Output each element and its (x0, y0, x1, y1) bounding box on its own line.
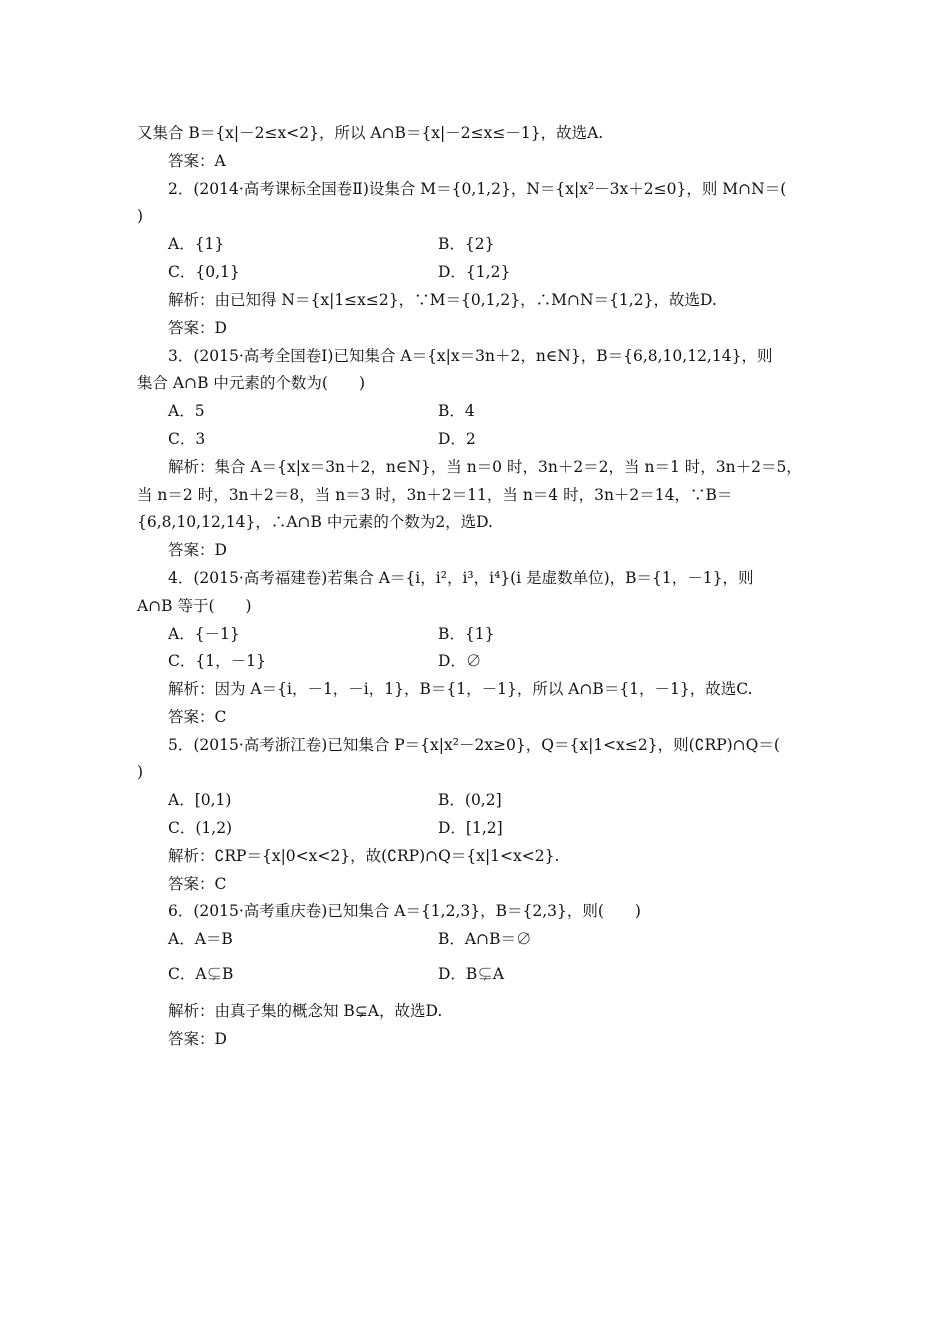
question-5: 5．(2015·高考浙江卷)已知集合 P＝{x|x²－2x≥0}，Q＝{x|1<x≤2}，则(∁RP)∩Q＝( (168, 736, 780, 754)
option-b: B．4 (438, 402, 475, 420)
analysis-line: 解析：因为 A＝{i，－1，－i，1}，B＝{1，－1}，所以 A∩B＝{1，－1}，故选C. (168, 680, 753, 698)
option-a: A．{－1} (168, 625, 240, 643)
analysis-line: 解析：由已知得 N＝{x|1≤x≤2}，∵M＝{0,1,2}，∴M∩N＝{1,2}，故选D. (168, 291, 717, 309)
question-3: 3．(2015·高考全国卷Ⅰ)已知集合 A＝{x|x＝3n＋2，n∈N}，B＝{6,8,10,12,14}，则 (168, 347, 773, 365)
option-b: B．{2} (438, 235, 495, 253)
option-c: C．A⊊B (168, 965, 234, 983)
text-line: {6,8,10,12,14}，∴A∩B 中元素的个数为2，选D. (137, 513, 493, 531)
text-line: 当 n＝2 时，3n＋2＝8，当 n＝3 时，3n＋2＝11，当 n＝4 时，3n＋2＝14，∵B＝ (137, 486, 733, 504)
option-c: C．3 (168, 430, 206, 448)
answer-line: 答案：C (168, 875, 227, 893)
analysis-line: 解析：∁RP＝{x|0<x<2}，故(∁RP)∩Q＝{x|1<x<2}. (168, 847, 560, 865)
option-b: B．A∩B＝∅ (438, 930, 532, 948)
question-6: 6．(2015·高考重庆卷)已知集合 A＝{1,2,3}，B＝{2,3}，则( ) (168, 902, 641, 920)
option-d: D．{1,2} (438, 263, 511, 281)
answer-line: 答案：D (168, 319, 227, 337)
answer-line: 答案：D (168, 1030, 227, 1048)
option-d: D．B⊊A (438, 965, 505, 983)
option-c: C．(1,2) (168, 819, 233, 837)
text-line: A∩B 等于( ) (137, 597, 252, 615)
analysis-line: 解析：集合 A＝{x|x＝3n＋2，n∈N}，当 n＝0 时，3n＋2＝2，当 n＝1 时，3n＋2＝5， (168, 458, 802, 476)
option-c: C．{0,1} (168, 263, 240, 281)
option-d: D．∅ (438, 652, 482, 670)
option-b: B．{1} (438, 625, 495, 643)
option-d: D．[1,2] (438, 819, 503, 837)
option-a: A．A＝B (168, 930, 233, 948)
analysis-line: 解析：由真子集的概念知 B⊊A，故选D. (168, 1002, 443, 1020)
option-a: A．5 (168, 402, 205, 420)
answer-line: 答案：A (168, 152, 226, 170)
text-line: ) (137, 763, 144, 781)
text-line: ) (137, 207, 144, 225)
text-line: 又集合 B＝{x|－2≤x<2}，所以 A∩B＝{x|－2≤x≤－1}，故选A. (137, 124, 604, 142)
text-line: 集合 A∩B 中元素的个数为( ) (137, 374, 366, 392)
question-2: 2．(2014·高考课标全国卷Ⅱ)设集合 M＝{0,1,2}，N＝{x|x²－3x＋2≤0}，则 M∩N＝( (168, 180, 787, 198)
option-b: B．(0,2] (438, 791, 502, 809)
option-d: D．2 (438, 430, 476, 448)
option-a: A．[0,1) (168, 791, 232, 809)
question-4: 4．(2015·高考福建卷)若集合 A＝{i，i²，i³，i⁴}(i 是虚数单位)，B＝{1，－1}，则 (168, 569, 754, 587)
option-a: A．{1} (168, 235, 225, 253)
answer-line: 答案：D (168, 541, 227, 559)
answer-line: 答案：C (168, 708, 227, 726)
option-c: C．{1，－1} (168, 652, 266, 670)
